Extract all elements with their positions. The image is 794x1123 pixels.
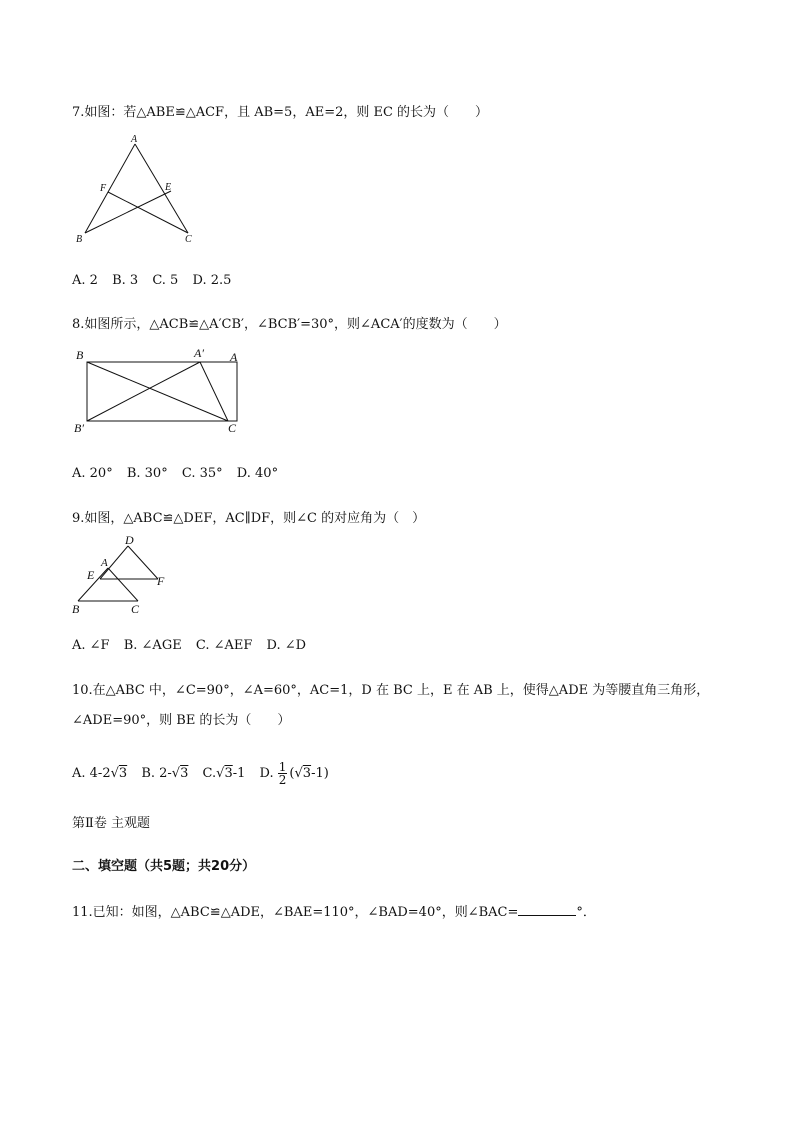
q9-option-a[interactable]: A. ∠F [72,638,110,653]
q8-label-c: C [228,421,237,435]
sqrt-symbol: √3 [294,766,312,781]
q9-stem: 9.如图，△ABC≌△DEF，AC∥DF，则∠C 的对应角为（ ） [72,511,426,526]
q7-stem: 7.如图：若△ABE≌△ACF，且 AB=5，AE=2，则 EC 的长为（ ） [72,105,489,120]
q9-label-c: C [131,602,140,616]
q7-option-d[interactable]: D. 2.5 [192,273,232,288]
q7-options [72,272,241,290]
q7-label-c: C [185,234,192,245]
q10-stem-line2: ∠ADE=90°，则 BE 的长为（ ） [72,713,291,728]
q9-label-d: D [125,533,134,547]
q9-option-d[interactable]: D. ∠D [266,638,307,653]
q8-option-c[interactable]: C. 35° [181,466,223,481]
q9-option-c[interactable]: C. ∠AEF [195,638,253,653]
q7-option-c[interactable]: C. 5 [152,273,179,288]
q7-label-f: F [100,183,107,194]
q8-option-d[interactable]: D. 40° [236,466,279,481]
q7-line-ab [85,144,135,233]
q8-line-bc [87,362,228,421]
q8-figure [70,345,250,435]
answer-blank[interactable] [518,902,576,916]
q8-stem: 8.如图所示，△ACB≌△A′CB′，∠BCB′=30°，则∠ACA′的度数为（ ） [72,317,507,332]
q9-line-df [128,546,158,579]
section-part2-title: 第Ⅱ卷 主观题 [72,816,150,831]
q9-option-b[interactable]: B. ∠AGE [123,638,182,653]
q8-label-b1: B′ [74,421,84,435]
q9-label-a: A [101,557,108,569]
q9-figure [68,532,188,617]
sqrt-symbol: √3 [216,766,233,781]
q8-line-a1c [200,362,228,421]
q9-options [72,637,316,655]
q8-line-b1a1 [87,362,200,421]
q9-label-e: E [87,568,95,582]
q8-label-a: A [230,350,238,364]
q8-options [72,465,288,483]
q10-option-b[interactable]: B. 2-√3 [141,760,188,788]
q8-label-a1: A′ [194,346,204,360]
sqrt-symbol: √3 [171,766,189,781]
q7-line-be [85,191,171,233]
q9-line-ac [108,568,138,601]
q7-option-a[interactable]: A. 2 [72,273,98,288]
fraction: $\frac{1}{2}$ [278,760,287,787]
q10-options [72,760,339,788]
q7-option-b[interactable]: B. 3 [112,273,139,288]
q10-stem-line1: 10.在△ABC 中，∠C=90°，∠A=60°，AC=1，D 在 BC 上，E 在 AB 上，使得△ADE 为等腰直角三角形， [72,683,710,698]
q9-label-f: F [157,574,165,588]
q7-label-b: B [76,234,83,245]
q11-stem: 11.已知：如图，△ABC≌△ADE，∠BAE=110°，∠BAD=40°，则∠BAC= °． [72,902,596,922]
q9-label-b: B [72,602,80,616]
q10-option-d[interactable]: D. $\frac{1}{2}$ (√3-1) [259,760,329,787]
q8-option-a[interactable]: A. 20° [72,466,113,481]
q8-label-b: B [76,348,84,362]
q7-label-e: E [165,182,172,193]
q10-option-a[interactable]: A. 4-2√3 [72,760,127,788]
q10-option-c[interactable]: C.√3-1 [203,760,246,788]
q7-figure [68,130,208,250]
q8-option-b[interactable]: B. 30° [126,466,168,481]
sqrt-symbol: √3 [110,766,128,781]
q7-label-a: A [131,134,138,145]
section-heading-fill-blank: 二、填空题（共5题；共20分） [72,859,256,874]
